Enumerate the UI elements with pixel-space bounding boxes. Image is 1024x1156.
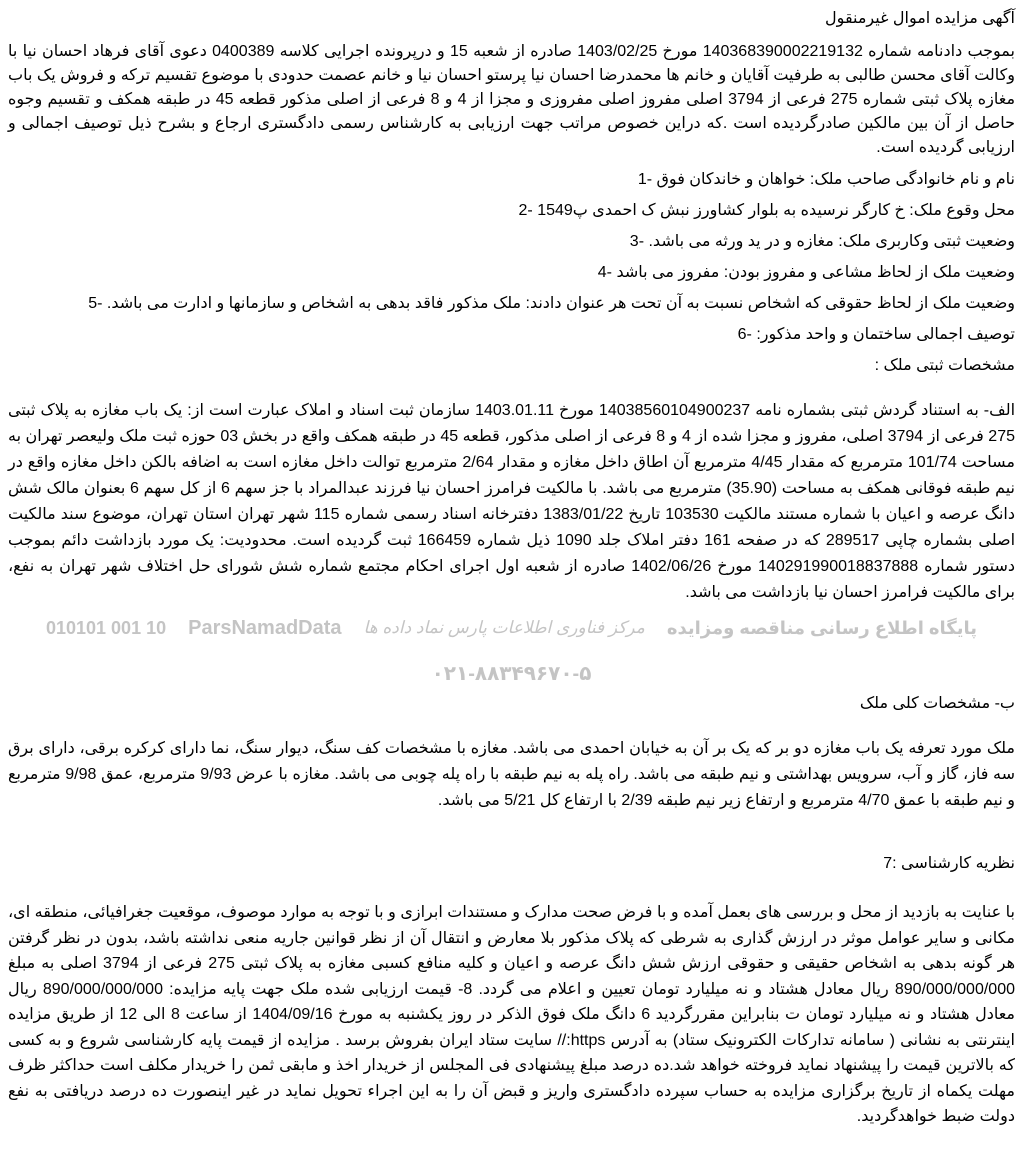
item-registration-details: مشخصات ثبتی ملک : bbox=[874, 357, 1015, 374]
watermark-brand: ParsNamadData bbox=[188, 617, 342, 639]
item-legal-status: وضعیت ملک از لحاظ حقوقی که اشخاص نسبت به آن تحت هر عنوان دادند: ملک مذکور فاقد بدهی به اشخاص و سازمانها و ادارت می باشد. -5 bbox=[88, 295, 1015, 312]
item-building-description: توصیف اجمالی ساختمان و واحد مذکور: -6 bbox=[737, 326, 1015, 343]
watermark-tagline: مرکز فناوری اطلاعات پارس نماد داده ها bbox=[363, 618, 645, 637]
section-beh-heading: ب- مشخصات کلی ملک bbox=[859, 695, 1015, 712]
notice-title: آگهی مزایده اموال غیرمنقول bbox=[825, 10, 1015, 27]
item-partition-status: وضعیت ملک از لحاظ مشاعی و مفروز بودن: مفروز می باشد -4 bbox=[597, 264, 1015, 281]
intro-paragraph: بموجب دادنامه شماره 140368390002219132 مورخ 1403/02/25 صادره از شعبه 15 و درپرونده اجرایی کلاسه 0400389 دعوی آقای فرهاد احسان نیا با وکالت آقای محسن طالبی به طرفیت آقایان و خانم ها محمدرضا احسان نیا پرستو احسان نیا و خانم عصمت حدودی با موضوع تقسیم ترکه و فروش یک باب مغازه پلاک ثبتی شماره 275 فرعی از 3794 اصلی مفروز اصلی مفروزی و مجزا از 4 و 8 فرعی از اصلی مذکور قطعه 45 در طبقه همکف و تقسیم وجوه حاصل از آن بین مالکین صادرگردیده است .که دراین خصوص مراتب جهت ارزیابی به کارشناس رسمی دادگستری ارجاع و بشرح ذیل توصیف اجمالی و ارزیابی گردیده است. bbox=[8, 43, 1016, 156]
item-location: محل وقوع ملک: خ کارگر نرسیده به بلوار کشاورز نبش ک احمدی پ1549 -2 bbox=[518, 202, 1015, 219]
expert-opinion-heading: نظریه کارشناسی :7 bbox=[883, 855, 1015, 872]
watermark-phone: ۰۲۱-۸۸۳۴۹۶۷۰-۵ bbox=[431, 663, 592, 685]
section-alef-paragraph: الف- به استناد گردش ثبتی بشماره نامه 14038560104900237 مورخ 1403.01.11 سازمان ثبت اسناد و املاک عبارت است از: یک باب مغازه به پلاک ثبتی 275 فرعی از 3794 اصلی، مفروز و مجزا شده از 4 و 8 فرعی از اصلی مذکور، قطعه 45 در طبقه همکف واقع در بخش 03 حوزه ثبت ملک ولیعصر تهران به مساحت 101/74 مترمربع که مقدار 4/45 مترمربع آن اطاق داخل مغازه و مقدار 2/64 مترمربع توالت داخل مغازه است به اضافه بالکن داخل مغازه واقع در نیم طبقه فوقانی همکف به مساحت (35.90) مترمربع می باشد. با مالکیت فرامرز احسان نیا فرزند عبدالمراد با جز سهم 6 از کل سهم 6 بعنوان مالک شش دانگ عرصه و اعیان با شماره مستند مالکیت 103530 تاریخ 1383/01/22 دفترخانه اسناد رسمی شماره 115 شهر تهران استان تهران، موضوع سند مالکیت اصلی بشماره چاپی 289517 که در صفحه 161 دفتر املاک جلد 1090 ذیل شماره 166459 ثبت گردیده است. محدودیت: یک مورد بازداشت دائم بموجب دستور شماره 140291990018837888 مورخ 1402/06/26 صادره از شعبه اول اجرای احکام مجتمع شماره شش شورای حل اختلاف شهر تهران به نفع، برای مالکیت فرامرز احسان نیا بازداشت می باشد. bbox=[8, 402, 1016, 601]
item-owner: نام و نام خانوادگی صاحب ملک: خواهان و خاندکان فوق -1 bbox=[637, 171, 1015, 188]
section-beh-paragraph: ملک مورد تعرفه یک باب مغازه دو بر که یک بر آن به خیابان احمدی می باشد. مغازه با مشخصات کف سنگ، دیوار سنگ، نما دارای کرکره برقی، دارای برق سه فاز، گاز و آب، سرویس بهداشتی و نیم طبقه می باشد. راه پله به نیم طبقه با راه پله چوبی می باشد. مغازه با عرض 9/93 مترمربع، عمق 9/98 مترمربع و نیم طبقه با عمق 4/70 مترمربع و ارتفاع زیر نیم طبقه 2/39 با ارتفاع کل 5/21 می باشد. bbox=[8, 740, 1016, 809]
item-registration-status: وضعیت ثبتی وکاربری ملک: مغازه و در ید ورثه می باشد. -3 bbox=[629, 233, 1015, 250]
expert-opinion-paragraph: با عنایت به بازدید از محل و بررسی های بعمل آمده و با فرض صحت مدارک و مستندات ابرازی و با توجه به موارد موصوف، موقعیت جغرافیائی، منطقه ای، مکانی و سایر عوامل موثر در ارزش گذاری به شرطی که پلاک مذکور بلا معارض و انتقال آن از نظر قوانین جاریه منعی نداشته باشد، بدون در نظر گرفتن هر گونه بدهی به اشخاص حقیقی و حقوقی ارزش شش دانگ عرصه و اعیان و کلیه منافع کسبی مغازه به پلاک ثبتی 275 فرعی از 3794 اصلی به مبلغ 890/000/000/000 ریال معادل هشتاد و نه میلیارد تومان تعیین و اعلام می گردد. 8- قیمت ارزیابی شده ملک جهت پایه مزایده: 890/000/000/000 ریال معادل هشتاد و نه میلیارد تومان ت بنابراین مقررگردید 6 دانگ ملک فوق الذکر در روز یکشنبه به مورخ 1404/09/16 از ساعت 8 الی 12 از طریق مزایده اینترنتی به نشانی ( سامانه تدارکات الکترونیک ستاد) به آدرس https:// سایت ستاد ایران بفروش برسد . مزایده از قیمت پایه کارشناسی شروع و به کسی که بالاترین قیمت را پیشنهاد نماید فروخته خواهد شد.ده درصد مبلغ پیشنهادی فی المجلس از خریدار اخذ و مابقی ثمن را خریدار مکلف است حداکثر ظرف مهلت یکماه از تاریخ برگزاری مزایده به حساب سپرده دادگستری واریز و قبض آن را به این اجراء تحویل نماید در غیر اینصورت ده درصد دریافتی به نفع دولت ضبط خواهدگردید. bbox=[8, 904, 1016, 1125]
watermark-subtitle: پایگاه اطلاع رسانی مناقصه ومزایده bbox=[666, 618, 977, 638]
watermark bbox=[8, 616, 1015, 686]
watermark-code: 010101 001 10 bbox=[45, 618, 167, 638]
